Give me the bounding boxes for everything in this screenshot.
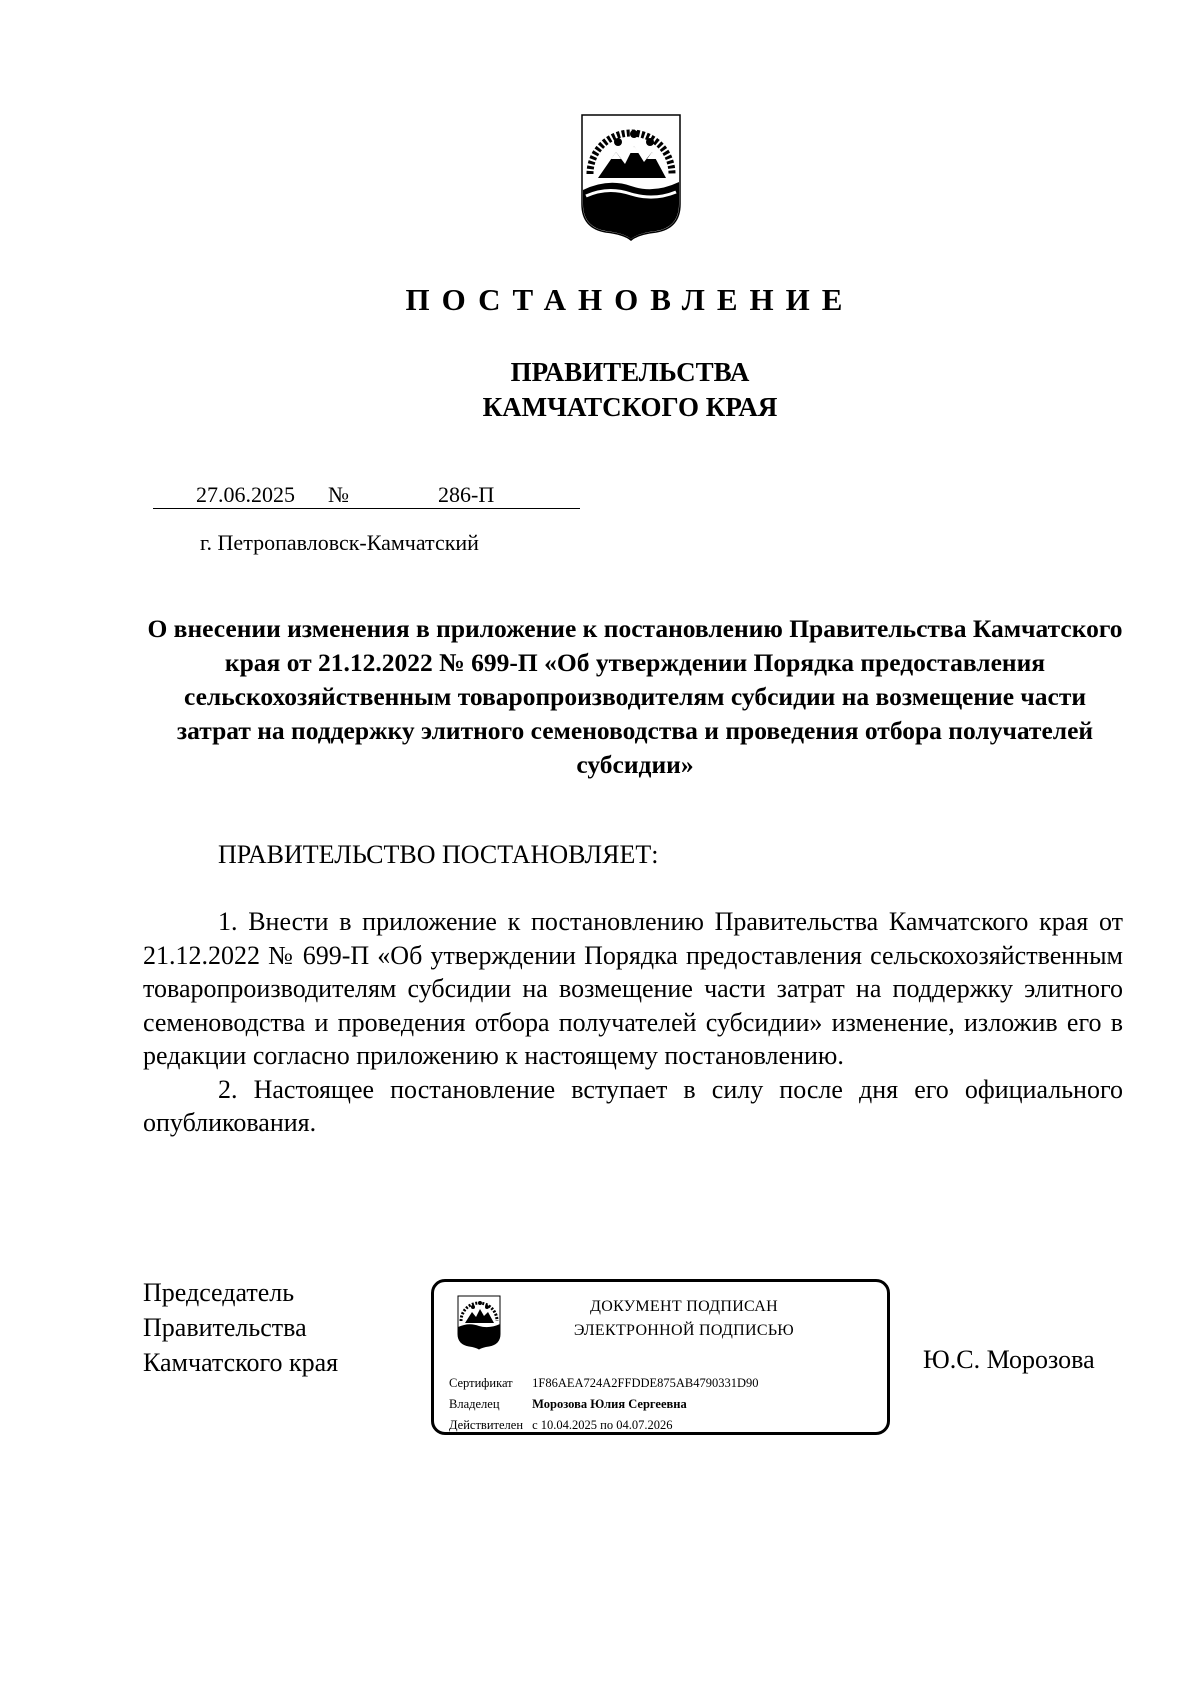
stamp-heading-line-2: ЭЛЕКТРОННОЙ ПОДПИСЬЮ (573, 1322, 795, 1339)
certificate-label: Сертификат (449, 1376, 513, 1390)
signer-position-line-3: Камчатского края (143, 1348, 339, 1377)
validity-value: с 10.04.2025 по 04.07.2026 (532, 1418, 673, 1432)
owner-label: Владелец (449, 1397, 500, 1411)
signer-position-line-1: Председатель (143, 1278, 295, 1307)
body-text (143, 905, 1123, 1140)
kamchatka-emblem-icon (456, 1294, 502, 1350)
issuer (0, 355, 1200, 425)
owner-value: Морозова Юлия Сергеевна (532, 1397, 687, 1411)
kamchatka-coat-of-arms-icon (578, 112, 684, 242)
signer-position-line-2: Правительства (143, 1313, 307, 1342)
stamp-heading-line-1: ДОКУМЕНТ ПОДПИСАН (590, 1298, 778, 1315)
stamp-owner-row (449, 1397, 687, 1412)
stamp-validity-row (449, 1418, 673, 1433)
signer-name: Ю.С. Морозова (923, 1345, 1095, 1374)
issuer-line-2: КАМЧАТСКОГО КРАЯ (482, 392, 778, 422)
document-type: ПОСТАНОВЛЕНИЕ (405, 282, 855, 317)
stamp-heading (534, 1295, 834, 1343)
stamp-certificate-row (449, 1376, 759, 1391)
certificate-value: 1F86AEA724A2FFDDE875AB4790331D90 (532, 1376, 759, 1390)
city: г. Петропавловск-Камчатский (200, 530, 479, 555)
validity-label: Действителен (449, 1418, 524, 1432)
document-date: 27.06.2025 (153, 482, 328, 509)
document-title: О внесении изменения в приложение к постановлению Правительства Камчатского края от 21.12.2022 № 699-П «Об утверждении Порядка предоставления сельскохозяйственным товаропроизводителям субсидии на возмещение части затрат на поддержку элитного семеноводства и проведения отбора получателей субсидии» (147, 614, 1123, 779)
signer-position (143, 1275, 338, 1380)
number-sign: № (328, 482, 358, 509)
paragraph-2: 2. Настоящее постановление вступает в силу после дня его официального опубликования. (143, 1074, 1123, 1137)
resolves-heading: ПРАВИТЕЛЬСТВО ПОСТАНОВЛЯЕТ: (218, 840, 659, 869)
issuer-line-1: ПРАВИТЕЛЬСТВА (510, 357, 750, 387)
paragraph-1: 1. Внести в приложение к постановлению Правительства Камчатского края от 21.12.2022 № 699-П «Об утверждении Порядка предоставления сельскохозяйственным товаропроизводителям субсидии на возмещение части затрат на поддержку элитного семеноводства и проведения отбора получателей субсидии» изменение, изложив его в редакции согласно приложению к настоящему постановлению. (143, 907, 1123, 1070)
document-number: 286-П (358, 482, 580, 509)
electronic-signature-stamp (431, 1279, 890, 1435)
